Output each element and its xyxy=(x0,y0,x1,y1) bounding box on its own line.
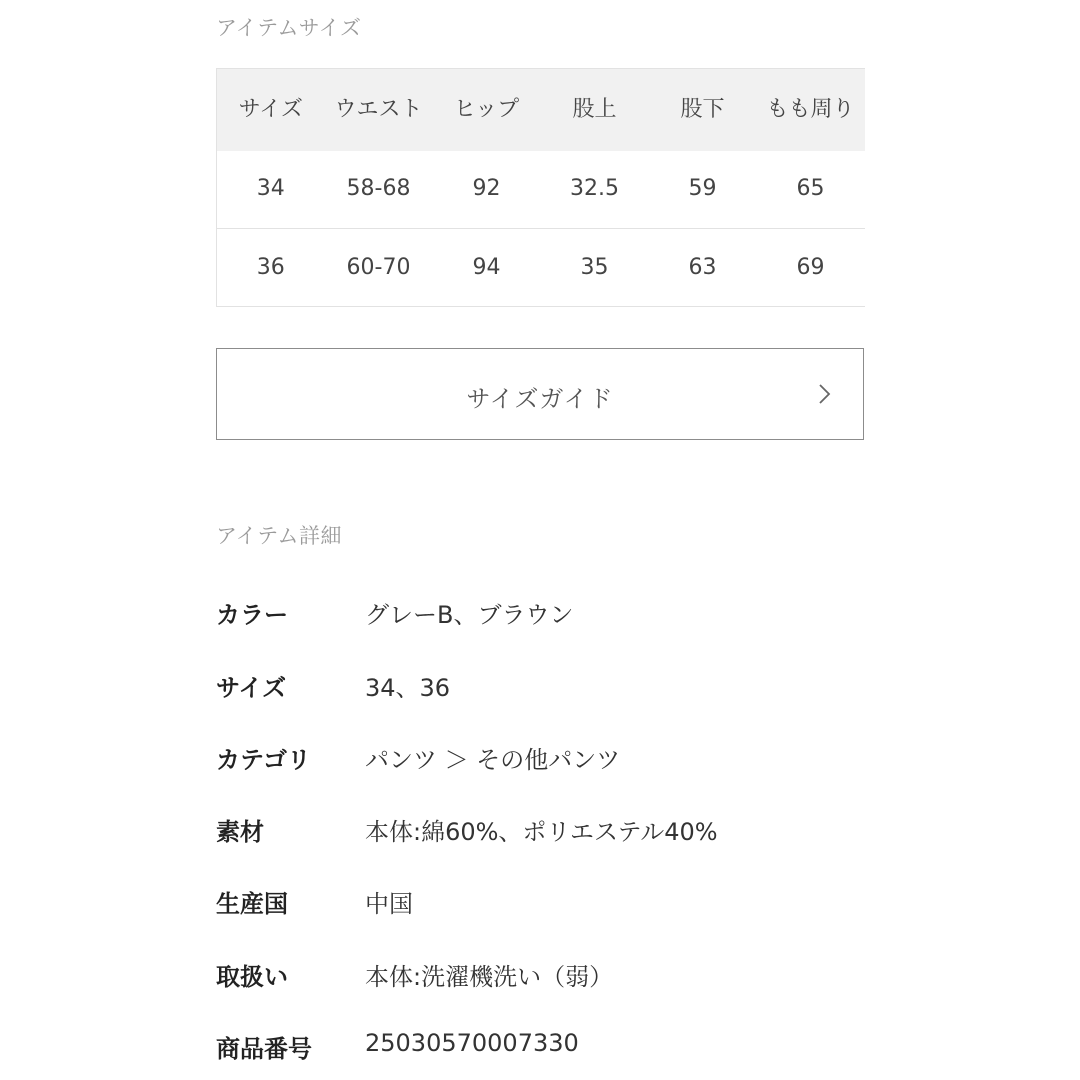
detail-label: サイズ xyxy=(216,674,287,702)
detail-label: 商品番号 xyxy=(216,1035,312,1063)
table-cell: 63 xyxy=(649,229,757,307)
table-cell: 32.5 xyxy=(541,151,649,229)
item-detail-title: アイテム詳細 xyxy=(216,524,343,548)
detail-row-product-number xyxy=(216,1029,864,1069)
detail-value: 本体:綿60%、ポリエステル40% xyxy=(365,818,718,846)
detail-row-material xyxy=(216,812,864,852)
table-cell: 36 xyxy=(217,229,325,307)
header-size: サイズ xyxy=(217,69,325,151)
size-table-header-row xyxy=(217,69,865,151)
header-thigh: もも周り xyxy=(757,69,865,151)
table-cell: 94 xyxy=(433,229,541,307)
header-waist: ウエスト xyxy=(325,69,433,151)
header-inseam: 股下 xyxy=(649,69,757,151)
detail-value: 25030570007330 xyxy=(365,1029,579,1057)
detail-value: 本体:洗濯機洗い（弱） xyxy=(365,963,614,991)
size-guide-label: サイズガイド xyxy=(466,385,614,413)
table-cell: 59 xyxy=(649,151,757,229)
detail-row-category xyxy=(216,740,864,780)
detail-row-origin xyxy=(216,884,864,924)
chevron-right-icon xyxy=(813,383,835,405)
size-table xyxy=(216,68,865,307)
detail-value: パンツ ＞ その他パンツ xyxy=(365,746,621,774)
detail-label: 取扱い xyxy=(216,963,288,991)
table-cell: 92 xyxy=(433,151,541,229)
detail-value: 34、36 xyxy=(365,674,451,702)
table-cell: 58-68 xyxy=(325,151,433,229)
detail-value: 中国 xyxy=(365,890,413,918)
table-cell: 60-70 xyxy=(325,229,433,307)
item-size-title: アイテムサイズ xyxy=(216,16,362,40)
detail-row-size xyxy=(216,668,864,708)
detail-row-color xyxy=(216,595,864,635)
table-cell: 65 xyxy=(757,151,865,229)
detail-label: カラー xyxy=(216,601,288,629)
detail-row-care xyxy=(216,957,864,997)
table-row xyxy=(217,151,865,229)
detail-label: 素材 xyxy=(216,818,264,846)
detail-label: 生産国 xyxy=(216,890,288,918)
detail-label: カテゴリ xyxy=(216,746,312,774)
header-rise: 股上 xyxy=(541,69,649,151)
table-cell: 35 xyxy=(541,229,649,307)
detail-value: グレーB、ブラウン xyxy=(365,601,574,629)
size-guide-button[interactable] xyxy=(216,348,864,440)
header-hip: ヒップ xyxy=(433,69,541,151)
table-cell: 69 xyxy=(757,229,865,307)
table-row xyxy=(217,229,865,307)
table-cell: 34 xyxy=(217,151,325,229)
